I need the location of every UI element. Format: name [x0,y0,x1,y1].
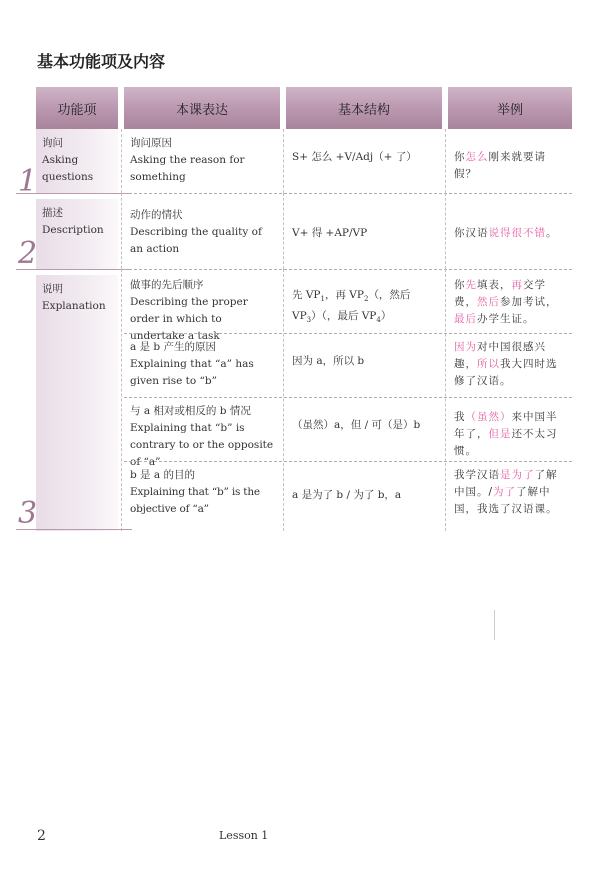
function-cell [36,275,118,531]
example-cell: 我学汉语是为了了解中国。/为了了解中国，我选了汉语课。 [454,469,558,515]
example-cell: 你怎么刚来就要请假？ [454,151,546,180]
header-expression: 本课表达 [124,87,280,129]
function-cn: 询问 [42,137,63,149]
expression-en: Explaining that “a” has given rise to “b” [130,358,254,387]
expression-cn: 与 a 相对或相反的 b 情况 [130,405,251,417]
expression-cell [124,397,280,468]
expression-cn: 动作的情状 [130,209,183,221]
row-number: 3 [18,496,38,531]
structure-cell: 因为 a，所以 b [292,355,365,367]
expression-cell [124,129,280,193]
expression-cell [124,333,280,397]
expression-cell [124,461,280,531]
expression-en: Explaining that “b” is the objective of “a” [130,486,260,515]
page-title: 基本功能项及内容 [37,52,166,71]
function-cn: 说明 [42,283,63,295]
structure-cell: a 是为了 b / 为了 b，a [292,489,402,501]
table-row [18,269,572,531]
expression-cn: a 是 b 产生的原因 [130,341,216,353]
expression-cell [124,201,280,269]
function-en: Description [42,224,104,236]
function-cn: 描述 [42,207,63,219]
expression-en: Asking the reason for something [130,154,245,183]
function-cell [36,199,118,269]
expression-cn: 询问原因 [130,137,172,149]
structure-cell: 先 $VP_1$，再 $VP_2$（，然后 $VP_3$）（，最后 $VP_4$） [292,289,411,325]
structure-cell: （虽然）a，但 / 可（是）b [292,419,421,431]
lesson-label: Lesson 1 [219,829,269,842]
example-cell: 你先填表，再交学费，然后参加考试，最后办学生证。 [454,279,558,325]
structure-cell: S+ 怎么 +V/Adj（+ 了） [292,151,417,163]
function-cell [36,129,118,193]
function-en: Explanation [42,300,106,312]
example-cell: 我（虽然）来中国半年了，但是还不太习惯。 [454,411,558,457]
row-number: 1 [18,164,38,199]
expression-en: Describing the quality of an action [130,226,262,255]
expression-cn: 做事的先后顺序 [130,279,204,291]
header-structure: 基本结构 [286,87,442,129]
table-row [18,129,572,199]
page-number: 2 [37,828,46,844]
function-en: Asking questions [42,154,94,183]
expression-cell [124,271,280,342]
scan-mark [494,610,495,640]
expression-cn: b 是 a 的目的 [130,469,195,481]
row-number: 2 [18,236,38,271]
header-function: 功能项 [36,87,118,129]
expression-en: Explaining that “b” is contrary to or the opposite of “a” [130,422,274,468]
structure-cell: V+ 得 +AP/VP [292,227,368,239]
example-cell: 你汉语说得很不错。 [454,227,558,239]
function-table [18,87,572,531]
table-header [36,87,572,129]
table-row [18,193,572,271]
header-example: 举例 [448,87,572,129]
expression-en: Describing the proper order in which to undertake a task [130,296,248,342]
example-cell: 因为对中国很感兴趣，所以我大四时选修了汉语。 [454,341,558,387]
